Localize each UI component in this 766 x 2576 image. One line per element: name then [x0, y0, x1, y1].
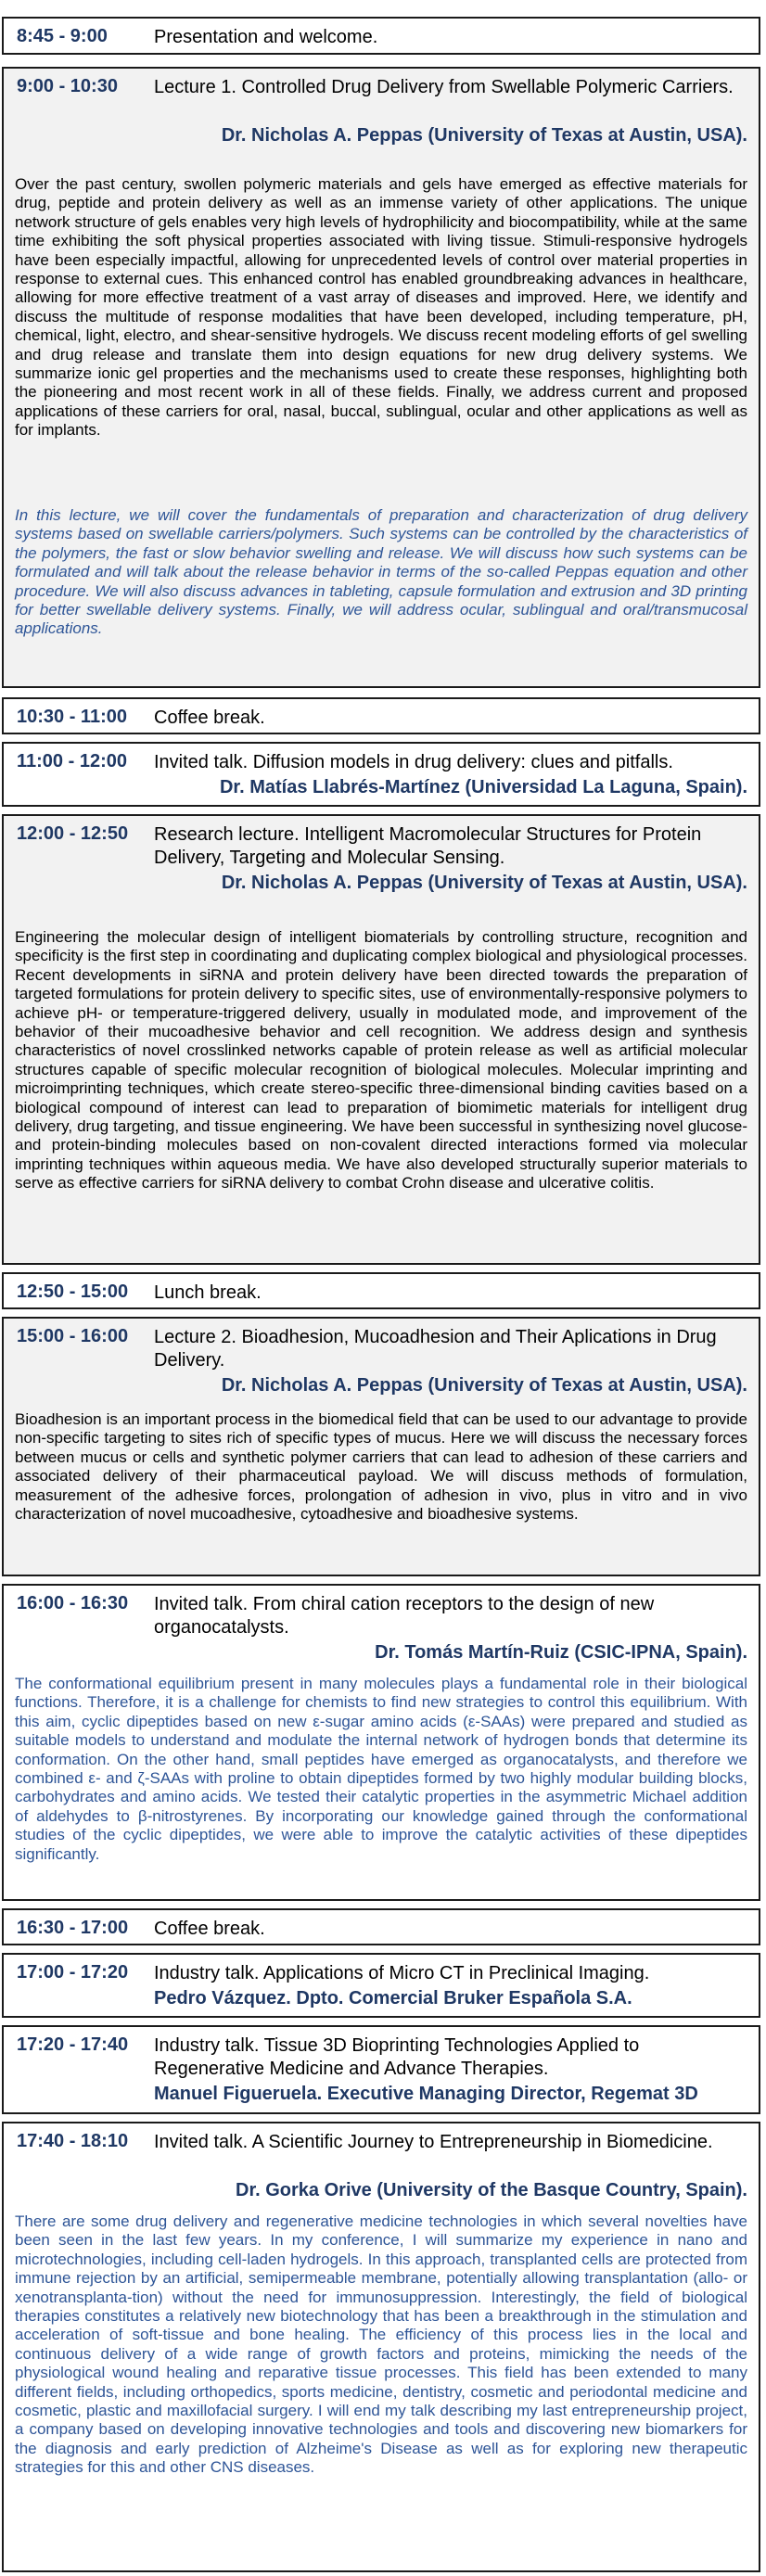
- session-speaker: Dr. Matías Llabrés-Martínez (Universidad La Laguna, Spain).: [219, 777, 747, 797]
- session-block: [2, 17, 760, 55]
- session-speaker: Dr. Gorka Orive (University of the Basque Country, Spain).: [236, 2180, 747, 2200]
- session-time: 9:00 - 10:30: [17, 76, 118, 96]
- session-title: Lunch break.: [154, 1282, 262, 1303]
- session-speaker: Dr. Nicholas A. Peppas (University of Texas at Austin, USA).: [221, 125, 747, 146]
- session-time: 11:00 - 12:00: [17, 751, 127, 772]
- session-time: 16:30 - 17:00: [17, 1918, 129, 1938]
- session-speaker: Dr. Nicholas A. Peppas (University of Texas at Austin, USA).: [221, 873, 747, 893]
- session-time: 17:20 - 17:40: [17, 2034, 129, 2055]
- session-title: Coffee break.: [154, 1919, 265, 1939]
- session-time: 8:45 - 9:00: [17, 26, 108, 46]
- session-block: [2, 1953, 760, 2018]
- session-time: 12:50 - 15:00: [17, 1282, 129, 1302]
- session-time: 12:00 - 12:50: [17, 823, 129, 844]
- session-block: [2, 814, 760, 1265]
- session-title: Invited talk. A Scientific Journey to Entrepreneurship in Biomedicine.: [154, 2132, 713, 2152]
- session-title: Lecture 2. Bioadhesion, Mucoadhesion and Their Aplications in Drug Delivery.: [154, 1327, 717, 1371]
- session-title: Coffee break.: [154, 708, 265, 728]
- session-time: 15:00 - 16:00: [17, 1326, 129, 1346]
- session-time: 10:30 - 11:00: [17, 707, 127, 727]
- session-block: [2, 67, 760, 688]
- session-title: Invited talk. Diffusion models in drug delivery: clues and pitfalls.: [154, 752, 673, 772]
- session-time: 17:40 - 18:10: [17, 2131, 129, 2151]
- session-note: In this lecture, we will cover the fundamentals of preparation and characterization of drug delivery systems based on swellable carriers/polymers. Such systems can be controlled by the characteristics of the polymers, the fast or slow behavior swelling and release. We will discuss how such systems can be formulated and will talk about the release behavior in terms of the so-called Peppas equation and other procedure. We will also discuss advances in tableting, capsule formulation and extrusion and 3D printing for better swellable delivery systems. Finally, we will address ocular, sublingual and oral/transmucosal applications.: [15, 506, 747, 638]
- session-speaker: Manuel Figueruela. Executive Managing Director, Regemat 3D: [154, 2084, 698, 2104]
- session-time: 16:00 - 16:30: [17, 1593, 129, 1613]
- session-block: [2, 2122, 760, 2572]
- session-speaker: Pedro Vázquez. Dpto. Comercial Bruker Española S.A.: [154, 1988, 632, 2009]
- session-block: [2, 1908, 760, 1945]
- session-title: Research lecture. Intelligent Macromolecular Structures for Protein Delivery, Targeting and Molecular Sensing.: [154, 824, 702, 868]
- session-block: [2, 1272, 760, 1309]
- session-time: 17:00 - 17:20: [17, 1962, 129, 1983]
- session-block: [2, 1317, 760, 1576]
- session-block: [2, 742, 760, 807]
- session-abstract: There are some drug delivery and regenerative medicine technologies in which several novelties have been seen in the last few years. In my conference, I will summarize my experience in nano and microtechnologies, including cell-laden hydrogels. In this approach, transplanted cells are protected from immune rejection by an artificial, semipermeable membrane, potentially allowing transplantation (allo- or xenotransplanta-tion) without the need for immunosuppression. Interestingly, the field of biological therapies constitutes a relatively new biotechnology that has been a breakthrough in the stimulation and acceleration of soft-tissue and bone healing. The efficiency of this process lies in the local and continuous delivery of a wide range of growth factors and proteins, mimicking the needs of the physiological wound healing and reparative tissue processes. This field has been extended to many different fields, including orthopedics, sports medicine, dentistry, cosmetic and periodontal medicine and cosmetic, plastic and maxillofacial surgery. I will end my talk describing my last entrepreneurship project, a company based on developing innovative technologies and tools and discovering new biomarkers for the diagnosis and early prediction of Alzheime's Disease as well as for exploring new therapeutic strategies for this and other CNS diseases.: [15, 2213, 747, 2477]
- session-title: Lecture 1. Controlled Drug Delivery from Swellable Polymeric Carriers.: [154, 77, 734, 97]
- session-abstract: Engineering the molecular design of intelligent biomaterials by controlling structure, recognition and specificity is the first step in coordinating and duplicating complex biological and physiological processes. Recent developments in siRNA and protein delivery have been directed towards the preparation of targeted formulations for protein delivery to specific sites, use of environmentally-responsive polymers to achieve pH- or temperature-triggered delivery, usually in modulated mode, and improvement of the behavior of their mucoadhesive behavior and cell recognition. We address design and synthesis characteristics of novel crosslinked networks capable of protein release as well as artificial molecular structures capable of specific molecular recognition of biological molecules. Molecular imprinting and microimprinting techniques, which create stereo-specific three-dimensional binding cavities based on a biological compound of interest can lead to preparation of biomimetic materials for intelligent drug delivery, drug targeting, and tissue engineering. We have been successful in synthesizing novel glucose- and protein-binding molecules based on non-covalent directed interactions formed via molecular imprinting techniques within aqueous media. We have also developed structurally superior materials to serve as effective carriers for siRNA delivery to combat Crohn disease and ulcerative colitis.: [15, 928, 747, 1192]
- session-abstract: The conformational equilibrium present in many molecules plays a fundamental role in their biological functions. Therefore, it is a challenge for chemists to find new strategies to control this equilibrium. With this aim, cyclic dipeptides based on new ε-sugar amino acids (ε-SAAs) were prepared and studied as suitable models to understand and modulate the internal network of hydrogen bonds that determine its conformation. On the other hand, small peptides have emerged as organocatalysts, and therefore we combined ε- and ζ-SAAs with proline to obtain dipeptides formed by two highly modular building blocks, carbohydrates and amino acids. We tested their catalytic properties in the asymmetric Michael addition of aldehydes to β-nitrostyrenes. By incorporating our knowledge gained through the conformational studies of the cyclic dipeptides, we were able to improve the catalytic activities of these dipeptides significantly.: [15, 1675, 747, 1863]
- session-abstract: Bioadhesion is an important process in the biomedical field that can be used to our advantage to provide non-specific targeting to sites rich of specific types of mucus. Here we will discuss the necessary forces between mucus or cells and synthetic polymer carriers that can lead to adhesion of these carriers and associated delivery of their pharmaceutical payload. We will discuss methods of formulation, measurement of the adhesive forces, prolongation of adhesion in vivo, plus in vitro and in vivo characterization of novel mucoadhesive, cytoadhesive and bioadhesive systems.: [15, 1410, 747, 1524]
- session-title: Industry talk. Tissue 3D Bioprinting Technologies Applied to Regenerative Medicine and Advance Therapies.: [154, 2035, 640, 2079]
- session-title: Invited talk. From chiral cation receptors to the design of new organocatalysts.: [154, 1594, 655, 1638]
- session-speaker: Dr. Nicholas A. Peppas (University of Texas at Austin, USA).: [221, 1375, 747, 1396]
- session-block: [2, 2025, 760, 2114]
- session-abstract: Over the past century, swollen polymeric materials and gels have emerged as effective materials for drug, peptide and protein delivery as well as an immense variety of other applications. The unique network structure of gels enables very high levels of hydrophilicity and biocompatibility, while at the same time exhibiting the soft physical properties associated with living tissue. Stimuli-responsive hydrogels have been especially impactful, allowing for unprecedented levels of control over material properties in response to external cues. This enhanced control has enabled groundbreaking advances in healthcare, allowing for more effective treatment of a vast array of diseases and improved. Here, we identify and discuss the multitude of response modalities that have been developed, including temperature, pH, chemical, light, electro, and shear-sensitive hydrogels. We discuss recent modeling efforts of gel swelling and drug release and translate them into design equations for new drug delivery systems. We summarize ionic gel properties and the mechanisms used to create these responses, highlighting both the pioneering and most recent work in all of these fields. Finally, we address current and proposed applications of these carriers for oral, nasal, buccal, sublingual, ocular and other applications as well as for implants.: [15, 175, 747, 440]
- session-speaker: Dr. Tomás Martín-Ruiz (CSIC-IPNA, Spain).: [375, 1642, 747, 1663]
- session-block: [2, 697, 760, 734]
- session-title: Presentation and welcome.: [154, 27, 378, 47]
- session-title: Industry talk. Applications of Micro CT in Preclinical Imaging.: [154, 1963, 650, 1983]
- session-block: [2, 1584, 760, 1901]
